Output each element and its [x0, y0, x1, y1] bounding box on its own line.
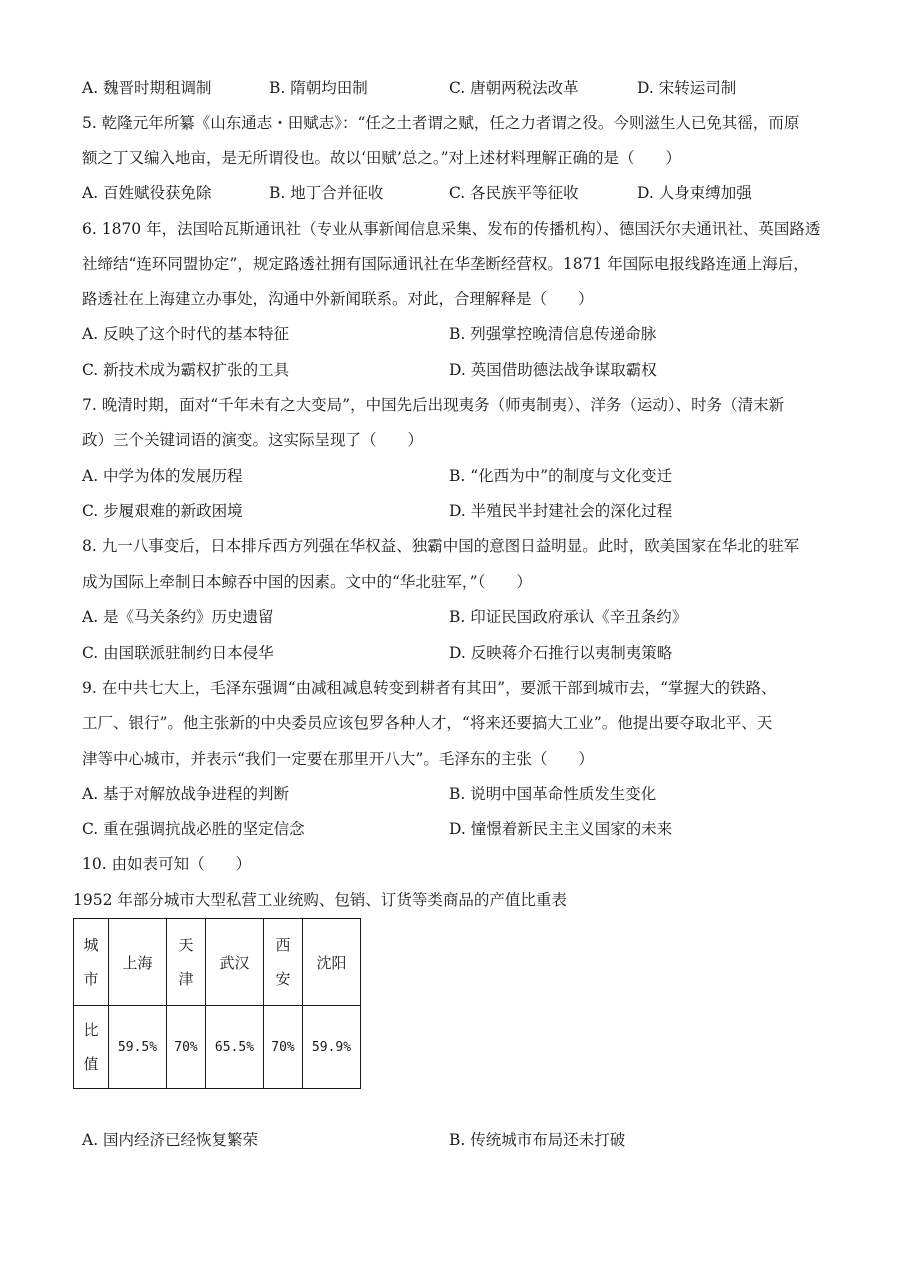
q6-option-c[interactable]: C. 新技术成为霸权扩张的工具 [82, 361, 290, 379]
q6-options-row1 [82, 324, 842, 344]
q5-stem-line2: 额之丁又编入地亩，是无所谓役也。故以‘田赋’总之。”对上述材料理解正确的是（ ） [82, 149, 682, 167]
q7-stem-line2: 政）三个关键词语的演变。这实际呈现了（ ） [82, 431, 424, 449]
table-cell-city: 上海 [109, 919, 167, 1006]
table-cell-city: 天津 [167, 919, 206, 1006]
q5-option-a[interactable]: A. 百姓赋役获免除 [82, 184, 212, 202]
q7-option-a[interactable]: A. 中学为体的发展历程 [82, 467, 243, 485]
q10-stem: 10. 由如表可知（ ） [82, 855, 252, 873]
q10-option-a[interactable]: A. 国内经济已经恢复繁荣 [82, 1131, 259, 1149]
q7-options-row1 [82, 466, 842, 486]
q5-option-c[interactable]: C. 各民族平等征收 [449, 184, 579, 202]
q9-option-b[interactable]: B. 说明中国革命性质发生变化 [449, 785, 657, 803]
table-row-header-city: 城市 [74, 919, 109, 1006]
q8-option-c[interactable]: C. 由国联派驻制约日本侵华 [82, 644, 274, 662]
q6-stem-line1: 6. 1870 年，法国哈瓦斯通讯社（专业从事新闻信息采集、发布的传播机构）、德国沃尔夫通讯社、英国路透 [82, 220, 821, 238]
q6-option-d[interactable]: D. 英国借助德法战争谋取霸权 [449, 361, 657, 379]
q9-stem-line2: 工厂、银行”。他主张新的中央委员应该包罗各种人才，“将来还要搞大工业”。他提出要夺取北平、天 [82, 714, 773, 732]
q8-option-d[interactable]: D. 反映蒋介石推行以夷制夷策略 [449, 644, 673, 662]
q8-option-a[interactable]: A. 是《马关条约》历史遗留 [82, 608, 274, 626]
table-cell-city: 沈阳 [303, 919, 361, 1006]
q4-option-b[interactable]: B. 隋朝均田制 [269, 79, 368, 97]
q6-options-row2 [82, 360, 842, 380]
q10-options-row1 [82, 1130, 842, 1150]
q7-option-c[interactable]: C. 步履艰难的新政困境 [82, 502, 243, 520]
q7-stem-line1: 7. 晚清时期，面对“千年未有之大变局”，中国先后出现夷务（师夷制夷）、洋务（运动）、时务（清末新 [82, 396, 785, 414]
q5-option-b[interactable]: B. 地丁合并征收 [269, 184, 384, 202]
q5-option-d[interactable]: D. 人身束缚加强 [637, 184, 752, 202]
q4-option-d[interactable]: D. 宋转运司制 [637, 79, 737, 97]
q9-option-c[interactable]: C. 重在强调抗战必胜的坚定信念 [82, 820, 305, 838]
table-cell-value: 70% [167, 1006, 206, 1089]
q9-options-row1 [82, 784, 842, 804]
q9-option-a[interactable]: A. 基于对解放战争进程的判断 [82, 785, 290, 803]
table-cell-value: 65.5% [206, 1006, 264, 1089]
q7-options-row2 [82, 501, 842, 521]
q7-option-d[interactable]: D. 半殖民半封建社会的深化过程 [449, 502, 673, 520]
table-cell-city: 西安 [264, 919, 303, 1006]
q4-options [82, 78, 842, 98]
q7-option-b[interactable]: B. “化西为中”的制度与文化变迁 [449, 467, 673, 485]
table-cell-city: 武汉 [206, 919, 264, 1006]
q8-stem-line1: 8. 九一八事变后，日本排斥西方列强在华权益、独霸中国的意图日益明显。此时，欧美国家在华北的驻军 [82, 537, 800, 555]
q6-option-a[interactable]: A. 反映了这个时代的基本特征 [82, 325, 290, 343]
table-row-header-ratio: 比值 [74, 1006, 109, 1089]
q4-option-a[interactable]: A. 魏晋时期租调制 [82, 79, 212, 97]
q10-option-b[interactable]: B. 传统城市布局还未打破 [449, 1131, 626, 1149]
q9-option-d[interactable]: D. 憧憬着新民主主义国家的未来 [449, 820, 673, 838]
q5-options [82, 183, 842, 203]
table-cell-value: 70% [264, 1006, 303, 1089]
q5-stem-line1: 5. 乾隆元年所纂《山东通志・田赋志》：“任之土者谓之赋，任之力者谓之役。今则滋生人已免其徭，而原 [82, 114, 800, 132]
q8-options-row2 [82, 643, 842, 663]
q8-stem-line2: 成为国际上牵制日本鲸吞中国的因素。文中的“华北驻军，”（ ） [82, 573, 532, 591]
q9-stem-line1: 9. 在中共七大上，毛泽东强调“由减租减息转变到耕者有其田”，要派干部到城市去，“掌握大的铁路、 [82, 679, 777, 697]
table-row-cities [74, 919, 361, 1006]
q9-options-row2 [82, 819, 842, 839]
table-row-values [74, 1006, 361, 1089]
q6-stem-line2: 社缔结“连环同盟协定”，规定路透社拥有国际通讯社在华垄断经营权。1871 年国际电报线路连通上海后， [82, 255, 809, 273]
table-cell-value: 59.9% [303, 1006, 361, 1089]
q4-option-c[interactable]: C. 唐朝两税法改革 [449, 79, 579, 97]
table-title: 1952 年部分城市大型私营工业统购、包销、订货等类商品的产值比重表 [73, 891, 567, 909]
q6-stem-line3: 路透社在上海建立办事处，沟通中外新闻联系。对此，合理解释是（ ） [82, 290, 594, 308]
q8-options-row1 [82, 607, 842, 627]
output-ratio-table [73, 918, 361, 1089]
q9-stem-line3: 津等中心城市，并表示“我们一定要在那里开八大”。毛泽东的主张（ ） [82, 750, 594, 768]
q6-option-b[interactable]: B. 列强掌控晚清信息传递命脉 [449, 325, 657, 343]
table-cell-value: 59.5% [109, 1006, 167, 1089]
q8-option-b[interactable]: B. 印证民国政府承认《辛丑条约》 [449, 608, 688, 626]
